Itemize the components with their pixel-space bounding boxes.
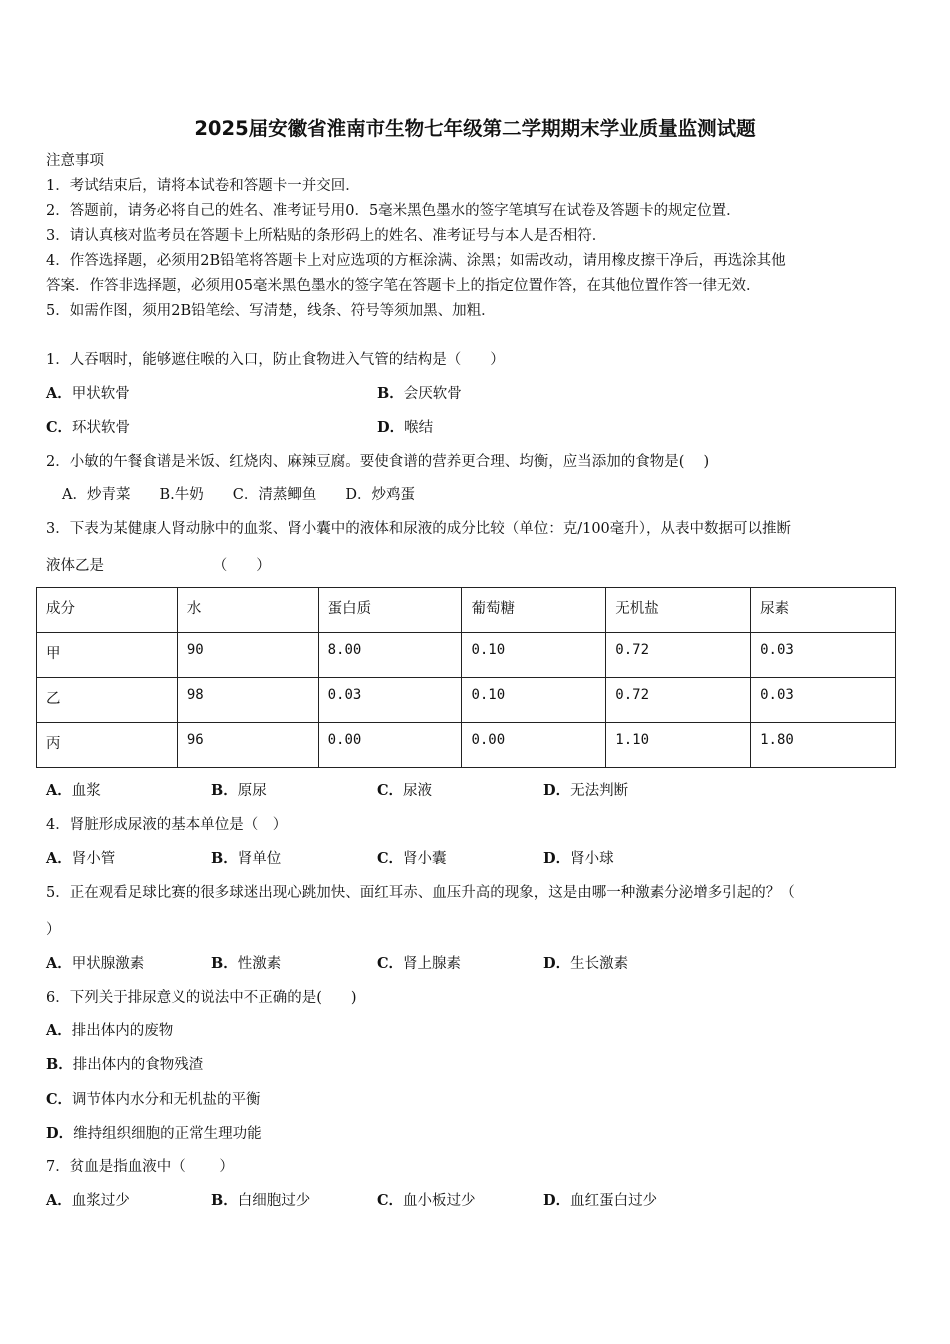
notice-item: 5．如需作图，须用2B铅笔绘、写清楚，线条、符号等须加黑、加粗． [46, 303, 496, 319]
table-cell: 0.72 [606, 633, 751, 678]
q5-option-d: D．生长激素 [543, 955, 629, 972]
q6-option-c: C．调节体内水分和无机盐的平衡 [46, 1091, 261, 1108]
composition-table [36, 587, 896, 768]
table-cell: 乙 [37, 678, 178, 723]
table-cell: 0.03 [751, 678, 896, 723]
q7-option-c: C．血小板过少 [377, 1192, 476, 1209]
table-header-row [37, 588, 896, 633]
table-cell: 丙 [37, 723, 178, 768]
q4-option-a: A．肾小管 [46, 850, 116, 867]
question-5-stem: 5．正在观看足球比赛的很多球迷出现心跳加快、面红耳赤、血压升高的现象，这是由哪一种激素分泌增多引起的？（ [46, 885, 795, 901]
q4-option-c: C．肾小囊 [377, 850, 447, 867]
q5-option-a: A．甲状腺激素 [46, 955, 145, 972]
q1-option-c: C．环状软骨 [46, 419, 131, 436]
table-cell: 0.00 [318, 723, 462, 768]
table-row [37, 678, 896, 723]
q4-option-b: B．肾单位 [211, 850, 282, 867]
q1-option-d: D．喉结 [377, 419, 434, 436]
notice-item: 3．请认真核对监考员在答题卡上所粘贴的条形码上的姓名、准考证号与本人是否相符． [46, 228, 607, 244]
table-cell: 0.03 [751, 633, 896, 678]
q1-option-a: A．甲状软骨 [46, 385, 130, 402]
q7-option-a: A．血浆过少 [46, 1192, 130, 1209]
notice-item: 4．作答选择题，必须用2B铅笔将答题卡上对应选项的方框涂满、涂黑；如需改动，请用橡皮擦干净后，再选涂其他 [46, 253, 786, 269]
table-header-cell: 尿素 [751, 588, 896, 633]
q3-option-c: C．尿液 [377, 782, 433, 799]
table-header-cell: 成分 [37, 588, 178, 633]
table-cell: 0.03 [318, 678, 462, 723]
table-cell: 96 [177, 723, 318, 768]
question-6-stem: 6．下列关于排尿意义的说法中不正确的是( ) [46, 990, 357, 1006]
q7-option-d: D．血红蛋白过少 [543, 1192, 658, 1209]
q5-option-b: B．性激素 [211, 955, 282, 972]
question-3-stem-cont: 液体乙是 （ ） [46, 558, 271, 574]
notice-item: 1．考试结束后，请将本试卷和答题卡一并交回． [46, 178, 360, 194]
q7-option-b: B．白细胞过少 [211, 1192, 311, 1209]
table-cell: 0.10 [462, 678, 606, 723]
q6-option-d: D．维持组织细胞的正常生理功能 [46, 1125, 262, 1142]
q2-options: A．炒青菜 B.牛奶 C．清蒸鲫鱼 D．炒鸡蛋 [62, 487, 415, 503]
question-5-stem-cont: ） [46, 922, 61, 938]
q3-option-d: D．无法判断 [543, 782, 629, 799]
notice-item: 2．答题前，请务必将自己的姓名、准考证号用0．5毫米黑色墨水的签字笔填写在试卷及答题卡的规定位置． [46, 203, 741, 219]
q5-option-c: C．肾上腺素 [377, 955, 462, 972]
table-cell: 0.00 [462, 723, 606, 768]
table-cell: 1.10 [606, 723, 751, 768]
table-row [37, 723, 896, 768]
question-2-stem: 2．小敏的午餐食谱是米饭、红烧肉、麻辣豆腐。要使食谱的营养更合理、均衡，应当添加的食物是( ) [46, 454, 710, 470]
table-cell: 90 [177, 633, 318, 678]
question-7-stem: 7．贫血是指血液中（ ） [46, 1159, 234, 1175]
notice-heading: 注意事项 [46, 153, 104, 169]
table-row [37, 633, 896, 678]
q6-option-b: B．排出体内的食物残渣 [46, 1056, 204, 1073]
table-header-cell: 葡萄糖 [462, 588, 606, 633]
table-cell: 甲 [37, 633, 178, 678]
q3-option-b: B．原尿 [211, 782, 267, 799]
question-3-stem: 3．下表为某健康人肾动脉中的血浆、肾小囊中的液体和尿液的成分比较（单位：克/100毫升），从表中数据可以推断 [46, 521, 792, 537]
q6-option-a: A．排出体内的废物 [46, 1022, 174, 1039]
table-cell: 0.72 [606, 678, 751, 723]
table-cell: 0.10 [462, 633, 606, 678]
notice-item: 答案．作答非选择题，必须用05毫米黑色墨水的签字笔在答题卡上的指定位置作答，在其他位置作答一律无效． [46, 278, 761, 294]
question-4-stem: 4．肾脏形成尿液的基本单位是（ ） [46, 817, 288, 833]
table-cell: 1.80 [751, 723, 896, 768]
q1-option-b: B．会厌软骨 [377, 385, 462, 402]
table-header-cell: 水 [177, 588, 318, 633]
table-header-cell: 无机盐 [606, 588, 751, 633]
q3-option-a: A．血浆 [46, 782, 101, 799]
table-cell: 8.00 [318, 633, 462, 678]
q4-option-d: D．肾小球 [543, 850, 614, 867]
question-1-stem: 1．人吞咽时，能够遮住喉的入口，防止食物进入气管的结构是（ ） [46, 352, 505, 368]
page-title: 2025届安徽省淮南市生物七年级第二学期期末学业质量监测试题 [194, 117, 756, 140]
table-header-cell: 蛋白质 [318, 588, 462, 633]
table-cell: 98 [177, 678, 318, 723]
